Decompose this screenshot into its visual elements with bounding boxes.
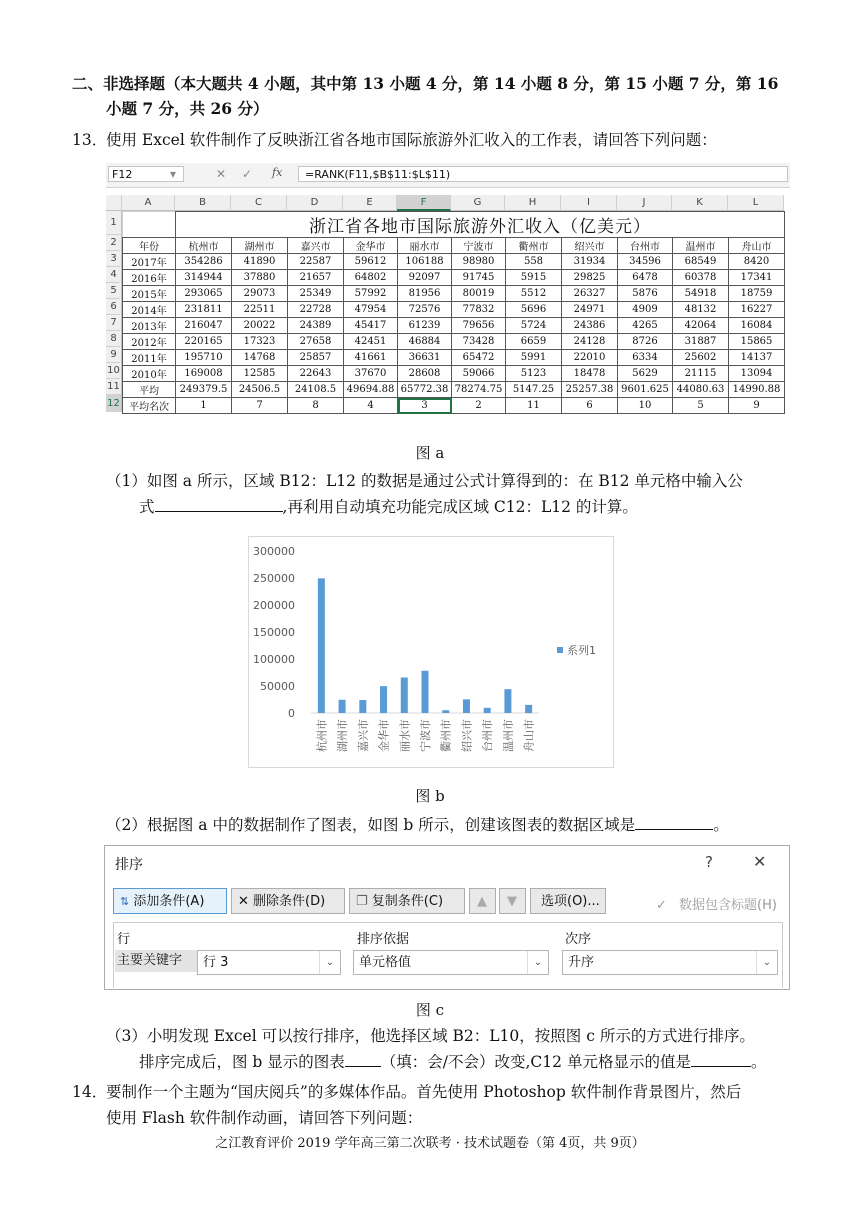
data-row-cell[interactable]: 25602 bbox=[673, 350, 729, 366]
q14-prompt-line2: 使用 Flash 软件制作动画，请回答下列问题： bbox=[106, 1109, 423, 1127]
excel-sheet bbox=[106, 163, 790, 423]
data-row-cell[interactable]: 65472 bbox=[452, 350, 506, 366]
data-row-cell[interactable]: 37880 bbox=[232, 270, 288, 286]
x-tick-label: 湖州市 bbox=[336, 719, 350, 752]
q13-number: 13． bbox=[72, 131, 108, 149]
legend-label: 系列1 bbox=[567, 644, 596, 657]
data-row-cell[interactable]: 22728 bbox=[288, 302, 344, 318]
bar bbox=[359, 700, 366, 713]
chevron-down-icon: ⌄ bbox=[319, 951, 340, 974]
data-row-cell[interactable]: 31887 bbox=[673, 334, 729, 350]
column-header-row: 行 bbox=[117, 932, 131, 947]
data-row-cell[interactable]: 21657 bbox=[288, 270, 344, 286]
y-tick-label: 250000 bbox=[253, 572, 295, 585]
data-row-cell[interactable]: 2010年 bbox=[123, 366, 176, 382]
average-row-cell[interactable]: 5147.25 bbox=[506, 382, 562, 398]
data-row-cell[interactable]: 36631 bbox=[398, 350, 452, 366]
data-row-cell[interactable]: 57992 bbox=[344, 286, 398, 302]
triangle-down-icon: ▼ bbox=[507, 894, 517, 909]
data-row-cell[interactable]: 16227 bbox=[729, 302, 785, 318]
data-row-cell[interactable]: 13094 bbox=[729, 366, 785, 382]
delete-condition-button[interactable]: ✕ 删除条件(D) bbox=[231, 888, 345, 914]
data-row-cell[interactable]: 5876 bbox=[618, 286, 673, 302]
data-row-cell[interactable]: 14137 bbox=[729, 350, 785, 366]
data-row-cell[interactable]: 81956 bbox=[398, 286, 452, 302]
chevron-down-icon: ⌄ bbox=[756, 951, 777, 974]
rank-row-cell[interactable]: 6 bbox=[562, 398, 618, 414]
average-row-cell[interactable]: 24108.5 bbox=[288, 382, 344, 398]
header-row-cell[interactable]: 宁波市 bbox=[452, 238, 506, 254]
data-row-cell[interactable]: 2013年 bbox=[123, 318, 176, 334]
header-row-cell[interactable]: 湖州市 bbox=[232, 238, 288, 254]
row-header[interactable]: 9 bbox=[106, 347, 122, 363]
x-tick-label: 丽水市 bbox=[398, 719, 412, 752]
copy-condition-button[interactable]: ❐ 复制条件(C) bbox=[349, 888, 465, 914]
x-tick-label: 舟山市 bbox=[522, 719, 536, 752]
row-header[interactable]: 4 bbox=[106, 267, 122, 283]
data-row-cell[interactable]: 2015年 bbox=[123, 286, 176, 302]
bar bbox=[525, 705, 532, 713]
header-row-cell[interactable]: 嘉兴市 bbox=[288, 238, 344, 254]
chevron-down-icon[interactable]: ▾ bbox=[170, 167, 177, 181]
q3-text: （3）小明发现 Excel 可以按行排序，他选择区域 B2：L10，按照图 c 所示的方式进行排序。 bbox=[106, 1027, 755, 1045]
header-row-cell[interactable]: 金华市 bbox=[344, 238, 398, 254]
column-header-j[interactable]: J bbox=[617, 195, 672, 211]
data-row-cell[interactable]: 558 bbox=[506, 254, 562, 270]
average-row-cell[interactable]: 65772.38 bbox=[398, 382, 452, 398]
data-row-cell[interactable]: 4265 bbox=[618, 318, 673, 334]
data-row-cell[interactable]: 16084 bbox=[729, 318, 785, 334]
cell-a1[interactable] bbox=[123, 212, 176, 238]
rank-row-cell[interactable]: 7 bbox=[232, 398, 288, 414]
data-row-cell[interactable]: 29825 bbox=[562, 270, 618, 286]
answer-blank-4[interactable] bbox=[691, 1050, 751, 1067]
data-row-cell[interactable]: 45417 bbox=[344, 318, 398, 334]
rank-row-cell[interactable]: 8 bbox=[288, 398, 344, 414]
figure-c-caption: 图 c bbox=[415, 1001, 445, 1019]
chevron-down-icon: ⌄ bbox=[527, 951, 548, 974]
row-header[interactable]: 8 bbox=[106, 331, 122, 347]
data-row-cell[interactable]: 59612 bbox=[344, 254, 398, 270]
y-tick-label: 50000 bbox=[260, 680, 295, 693]
data-row-cell[interactable]: 220165 bbox=[176, 334, 232, 350]
figure-b-caption: 图 b bbox=[415, 787, 445, 805]
sort-dialog bbox=[104, 845, 790, 990]
column-header-b[interactable]: B bbox=[175, 195, 231, 211]
column-header-c[interactable]: C bbox=[231, 195, 287, 211]
data-row-cell[interactable]: 2014年 bbox=[123, 302, 176, 318]
answer-blank-2[interactable] bbox=[635, 813, 713, 830]
data-row-cell[interactable]: 15865 bbox=[729, 334, 785, 350]
average-row-cell[interactable]: 249379.5 bbox=[176, 382, 232, 398]
cancel-icon[interactable]: ✕ bbox=[216, 167, 227, 181]
column-header-h[interactable]: H bbox=[505, 195, 561, 211]
help-button[interactable]: ? bbox=[705, 853, 713, 871]
q13-prompt: 使用 Excel 软件制作了反映浙江省各地市国际旅游外汇收入的工作表，请回答下列问题： bbox=[106, 131, 717, 149]
y-tick-label: 150000 bbox=[253, 626, 295, 639]
data-row-cell[interactable]: 73428 bbox=[452, 334, 506, 350]
answer-blank-1[interactable] bbox=[155, 495, 283, 512]
y-tick-label: 100000 bbox=[253, 653, 295, 666]
average-row-cell[interactable]: 25257.38 bbox=[562, 382, 618, 398]
data-row-cell[interactable]: 18478 bbox=[562, 366, 618, 382]
data-row-cell[interactable]: 2012年 bbox=[123, 334, 176, 350]
answer-blank-3[interactable] bbox=[345, 1050, 381, 1067]
q14-prompt: 要制作一个主题为“国庆阅兵”的多媒体作品。首先使用 Photoshop 软件制作背景图片，然后 bbox=[106, 1083, 742, 1101]
column-header-l[interactable]: L bbox=[728, 195, 784, 211]
legend-swatch bbox=[557, 647, 563, 653]
average-row-cell[interactable]: 平均 bbox=[123, 382, 176, 398]
data-row-cell[interactable]: 24389 bbox=[288, 318, 344, 334]
data-row-cell[interactable]: 91745 bbox=[452, 270, 506, 286]
enter-icon[interactable]: ✓ bbox=[242, 167, 253, 181]
data-row-cell[interactable]: 6659 bbox=[506, 334, 562, 350]
data-row-cell[interactable]: 5123 bbox=[506, 366, 562, 382]
x-tick-label: 绍兴市 bbox=[460, 719, 474, 752]
data-row-cell[interactable]: 169008 bbox=[176, 366, 232, 382]
delete-icon: ✕ bbox=[238, 894, 249, 909]
data-row-cell[interactable]: 231811 bbox=[176, 302, 232, 318]
x-tick-label: 金华市 bbox=[377, 719, 391, 752]
order-select[interactable]: 升序 ⌄ bbox=[562, 950, 778, 975]
basis-select[interactable]: 单元格值 ⌄ bbox=[353, 950, 549, 975]
rank-row-cell[interactable]: 3 bbox=[398, 398, 452, 414]
x-tick-label: 杭州市 bbox=[315, 719, 329, 752]
data-row-cell[interactable]: 21115 bbox=[673, 366, 729, 382]
data-row-cell[interactable]: 54918 bbox=[673, 286, 729, 302]
data-row-cell[interactable]: 20022 bbox=[232, 318, 288, 334]
bar bbox=[380, 686, 387, 713]
data-row-cell[interactable]: 48132 bbox=[673, 302, 729, 318]
y-tick-label: 0 bbox=[288, 707, 295, 720]
data-row-cell[interactable]: 5629 bbox=[618, 366, 673, 382]
data-row-cell[interactable]: 5915 bbox=[506, 270, 562, 286]
data-row-cell[interactable]: 8726 bbox=[618, 334, 673, 350]
data-row-cell[interactable]: 34596 bbox=[618, 254, 673, 270]
formula-bar bbox=[106, 163, 790, 188]
y-tick-label: 200000 bbox=[253, 599, 295, 612]
section-heading-cont: 小题 7 分，共 26 分） bbox=[106, 99, 269, 118]
data-row-cell[interactable]: 24386 bbox=[562, 318, 618, 334]
data-row-cell[interactable]: 98980 bbox=[452, 254, 506, 270]
x-tick-label: 衢州市 bbox=[439, 719, 453, 752]
bar bbox=[463, 699, 470, 713]
row-header[interactable]: 5 bbox=[106, 283, 122, 299]
data-row-cell[interactable]: 12585 bbox=[232, 366, 288, 382]
bar bbox=[339, 700, 346, 713]
data-row-cell[interactable]: 2017年 bbox=[123, 254, 176, 270]
has-header-checkbox[interactable]: ✓ 数据包含标题(H) bbox=[656, 898, 777, 913]
function-icon[interactable]: fx bbox=[272, 166, 283, 179]
bar bbox=[422, 671, 429, 713]
average-row-cell[interactable]: 78274.75 bbox=[452, 382, 506, 398]
data-row-cell[interactable]: 22587 bbox=[288, 254, 344, 270]
data-row-cell[interactable]: 24971 bbox=[562, 302, 618, 318]
data-row-cell[interactable]: 195710 bbox=[176, 350, 232, 366]
section-heading: 二、非选择题（本大题共 4 小题，其中第 13 小题 4 分，第 14 小题 8 分，第 15 小题 7 分，第 16 bbox=[72, 74, 779, 93]
data-row-cell[interactable]: 29073 bbox=[232, 286, 288, 302]
data-row-cell[interactable]: 41890 bbox=[232, 254, 288, 270]
row-header[interactable]: 7 bbox=[106, 315, 122, 331]
row-header[interactable]: 10 bbox=[106, 363, 122, 379]
data-row-cell[interactable]: 5724 bbox=[506, 318, 562, 334]
move-up-button[interactable] bbox=[469, 888, 496, 914]
data-row-cell[interactable]: 68549 bbox=[673, 254, 729, 270]
column-header-d[interactable]: D bbox=[287, 195, 343, 211]
data-row-cell[interactable]: 47954 bbox=[344, 302, 398, 318]
data-row-cell[interactable]: 18759 bbox=[729, 286, 785, 302]
data-row-cell[interactable]: 4909 bbox=[618, 302, 673, 318]
triangle-up-icon: ▲ bbox=[477, 894, 487, 909]
data-row-cell[interactable]: 5512 bbox=[506, 286, 562, 302]
x-tick-label: 嘉兴市 bbox=[356, 719, 370, 752]
data-row-cell[interactable]: 5696 bbox=[506, 302, 562, 318]
bar bbox=[401, 677, 408, 713]
row-header[interactable]: 11 bbox=[106, 379, 122, 395]
data-row-cell[interactable]: 14768 bbox=[232, 350, 288, 366]
y-tick-label: 300000 bbox=[253, 545, 295, 558]
average-row-cell[interactable]: 49694.88 bbox=[344, 382, 398, 398]
select-all-corner[interactable] bbox=[106, 195, 122, 211]
formula-input[interactable]: =RANK(F11,$B$11:$L$11) bbox=[298, 166, 788, 182]
bar bbox=[318, 578, 325, 713]
move-down-button[interactable] bbox=[499, 888, 526, 914]
column-header-g[interactable]: G bbox=[451, 195, 505, 211]
q1-text: （1）如图 a 所示，区域 B12：L12 的数据是通过公式计算得到的：在 B12 单元格中输入公 bbox=[106, 472, 743, 490]
data-row-cell[interactable]: 42451 bbox=[344, 334, 398, 350]
x-tick-label: 台州市 bbox=[481, 719, 495, 752]
data-row-cell[interactable]: 31934 bbox=[562, 254, 618, 270]
data-row-cell[interactable]: 6478 bbox=[618, 270, 673, 286]
copy-icon: ❐ bbox=[356, 894, 368, 909]
chart-svg bbox=[249, 537, 613, 767]
data-row-cell[interactable]: 25349 bbox=[288, 286, 344, 302]
data-row-cell[interactable]: 2011年 bbox=[123, 350, 176, 366]
data-row-cell[interactable]: 354286 bbox=[176, 254, 232, 270]
q3-text-line2: 排序完成后，图 b 显示的图表 （填：会/不会）改变,C12 单元格显示的值是 。 bbox=[139, 1050, 766, 1074]
data-row-cell[interactable]: 59066 bbox=[452, 366, 506, 382]
column-header-basis: 排序依据 bbox=[357, 932, 410, 947]
figure-a-caption: 图 a bbox=[415, 444, 445, 462]
dialog-title: 排序 bbox=[115, 857, 143, 873]
data-row-cell[interactable]: 26327 bbox=[562, 286, 618, 302]
data-row-cell[interactable]: 2016年 bbox=[123, 270, 176, 286]
data-row-cell[interactable]: 17323 bbox=[232, 334, 288, 350]
rank-row-cell[interactable]: 9 bbox=[729, 398, 785, 414]
q1-text-line2: 式 ,再利用自动填充功能完成区域 C12：L12 的计算。 bbox=[139, 495, 638, 519]
x-tick-label: 宁波市 bbox=[419, 719, 432, 752]
data-row-cell[interactable]: 6334 bbox=[618, 350, 673, 366]
bar bbox=[504, 689, 511, 713]
column-header-k[interactable]: K bbox=[672, 195, 728, 211]
row-header[interactable]: 12 bbox=[106, 395, 122, 412]
data-row-cell[interactable]: 79656 bbox=[452, 318, 506, 334]
bar bbox=[484, 708, 491, 713]
row-header[interactable]: 6 bbox=[106, 299, 122, 315]
header-row-cell[interactable]: 绍兴市 bbox=[562, 238, 618, 254]
data-row-cell[interactable]: 92097 bbox=[398, 270, 452, 286]
data-row-cell[interactable]: 41661 bbox=[344, 350, 398, 366]
data-row-cell[interactable]: 22010 bbox=[562, 350, 618, 366]
sheet-title[interactable]: 浙江省各地市国际旅游外汇收入（亿美元） bbox=[176, 212, 785, 238]
bar-chart bbox=[248, 536, 614, 768]
header-row-cell[interactable]: 丽水市 bbox=[398, 238, 452, 254]
rank-row-cell[interactable]: 2 bbox=[452, 398, 506, 414]
rank-row-cell[interactable]: 10 bbox=[618, 398, 673, 414]
data-row-cell[interactable]: 17341 bbox=[729, 270, 785, 286]
q2-text: （2）根据图 a 中的数据制作了图表，如图 b 所示，创建该图表的数据区域是 。 bbox=[106, 813, 729, 837]
data-row-cell[interactable]: 28608 bbox=[398, 366, 452, 382]
data-row-cell[interactable]: 77832 bbox=[452, 302, 506, 318]
average-row-cell[interactable]: 14990.88 bbox=[729, 382, 785, 398]
rank-row-cell[interactable]: 5 bbox=[673, 398, 729, 414]
options-button[interactable]: 选项(O)... bbox=[530, 888, 606, 914]
key-select[interactable]: 行 3 ⌄ bbox=[197, 950, 341, 975]
data-row-cell[interactable]: 106188 bbox=[398, 254, 452, 270]
header-row-cell[interactable]: 杭州市 bbox=[176, 238, 232, 254]
data-row-cell[interactable]: 25857 bbox=[288, 350, 344, 366]
data-row-cell[interactable]: 216047 bbox=[176, 318, 232, 334]
data-row-cell[interactable]: 293065 bbox=[176, 286, 232, 302]
bar bbox=[442, 710, 449, 713]
header-row-cell[interactable]: 衢州市 bbox=[506, 238, 562, 254]
data-table bbox=[122, 211, 785, 414]
data-row-cell[interactable]: 64802 bbox=[344, 270, 398, 286]
primary-key-label: 主要关键字 bbox=[115, 950, 201, 972]
data-row-cell[interactable]: 46884 bbox=[398, 334, 452, 350]
checkmark-icon: ✓ bbox=[656, 898, 667, 913]
x-tick-label: 温州市 bbox=[501, 719, 515, 752]
header-row-cell[interactable]: 舟山市 bbox=[729, 238, 785, 254]
column-header-e[interactable]: E bbox=[343, 195, 397, 211]
row-header[interactable]: 3 bbox=[106, 251, 122, 267]
column-header-a[interactable]: A bbox=[122, 195, 175, 211]
rank-row-cell[interactable]: 平均名次 bbox=[123, 398, 176, 414]
data-row-cell[interactable]: 8420 bbox=[729, 254, 785, 270]
data-row-cell[interactable]: 72576 bbox=[398, 302, 452, 318]
name-box[interactable]: F12 bbox=[108, 166, 184, 182]
column-header-i[interactable]: I bbox=[561, 195, 617, 211]
header-row-cell[interactable]: 年份 bbox=[123, 238, 176, 254]
rank-row-cell[interactable]: 4 bbox=[344, 398, 398, 414]
average-row-cell[interactable]: 44080.63 bbox=[673, 382, 729, 398]
data-row-cell[interactable]: 61239 bbox=[398, 318, 452, 334]
data-row-cell[interactable]: 24128 bbox=[562, 334, 618, 350]
header-row-cell[interactable]: 台州市 bbox=[618, 238, 673, 254]
data-row-cell[interactable]: 37670 bbox=[344, 366, 398, 382]
add-condition-button[interactable]: ⇅ 添加条件(A) bbox=[113, 888, 227, 914]
page-footer: 之江教育评价 2019 学年高三第二次联考 · 技术试题卷（第 4页，共 9页） bbox=[215, 1136, 645, 1151]
data-row-cell[interactable]: 27658 bbox=[288, 334, 344, 350]
q14-number: 14． bbox=[72, 1083, 108, 1101]
column-header-order: 次序 bbox=[565, 932, 592, 947]
header-row-cell[interactable]: 温州市 bbox=[673, 238, 729, 254]
data-row-cell[interactable]: 5991 bbox=[506, 350, 562, 366]
data-row-cell[interactable]: 80019 bbox=[452, 286, 506, 302]
row-header[interactable]: 2 bbox=[106, 235, 122, 251]
data-row-cell[interactable]: 22643 bbox=[288, 366, 344, 382]
close-button[interactable]: ✕ bbox=[753, 852, 767, 871]
row-header[interactable]: 1 bbox=[106, 211, 122, 235]
rank-row-cell[interactable]: 1 bbox=[176, 398, 232, 414]
column-header-f[interactable]: F bbox=[397, 195, 451, 211]
average-row-cell[interactable]: 24506.5 bbox=[232, 382, 288, 398]
add-sort-icon: ⇅ bbox=[120, 895, 130, 908]
data-row-cell[interactable]: 60378 bbox=[673, 270, 729, 286]
rank-row-cell[interactable]: 11 bbox=[506, 398, 562, 414]
data-row-cell[interactable]: 314944 bbox=[176, 270, 232, 286]
data-row-cell[interactable]: 42064 bbox=[673, 318, 729, 334]
data-row-cell[interactable]: 22511 bbox=[232, 302, 288, 318]
average-row-cell[interactable]: 9601.625 bbox=[618, 382, 673, 398]
